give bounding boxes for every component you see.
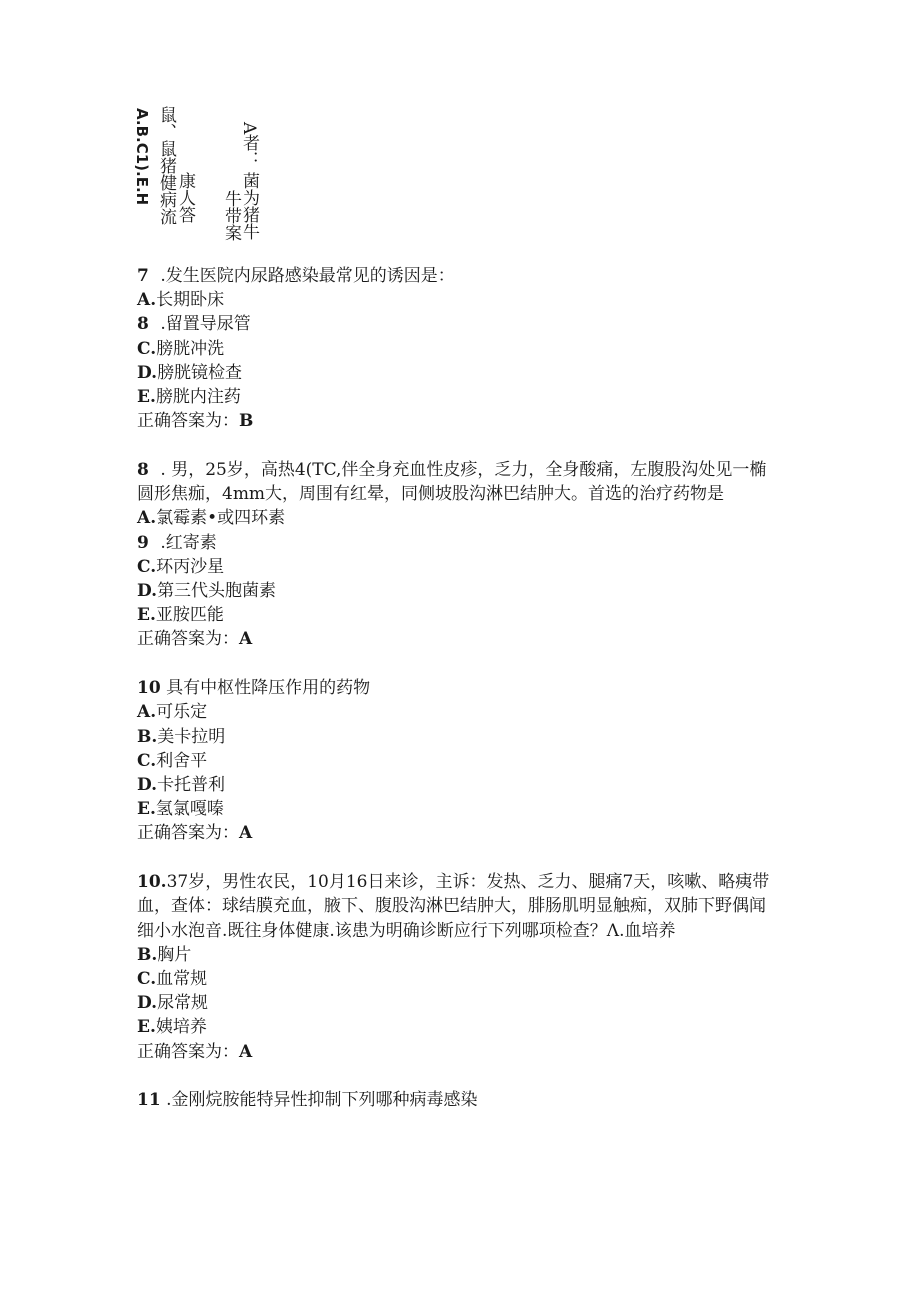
option-text: 长期卧床	[156, 290, 225, 311]
answer-value: A	[239, 1041, 253, 1062]
question-text: .金刚烷胺能特异性抑制下列哪种病毒感染	[160, 1090, 478, 1111]
option-item	[137, 337, 787, 361]
option-item	[137, 603, 787, 627]
fragment-column-2: 鼠、鼠猪健病流	[156, 106, 176, 225]
option-text: 血常规	[156, 969, 208, 990]
answer-line	[137, 821, 787, 845]
option-label: D.	[137, 362, 158, 383]
option-item	[137, 700, 787, 724]
answer-prefix: 正确答案为：	[137, 629, 239, 650]
option-text: 尿常规	[157, 993, 209, 1014]
answer-prefix: 正确答案为：	[137, 411, 239, 432]
question-number: 10	[137, 678, 161, 699]
option-text: 卡托普利	[157, 775, 226, 796]
answer-line	[137, 409, 787, 433]
option-item	[137, 797, 787, 821]
option-label: D.	[137, 775, 158, 796]
question-number: 7	[137, 266, 149, 286]
option-label: A.	[137, 702, 157, 723]
fragment-column-6: 菌为猪牛	[239, 172, 259, 240]
question-stem	[137, 870, 777, 943]
option-label: A.	[137, 508, 157, 529]
question-number: 8	[137, 460, 149, 481]
option-text: 膀胱镜检查	[157, 362, 243, 383]
question-10-case	[137, 870, 787, 1064]
question-10	[137, 676, 787, 845]
option-text: 膀胱内注药	[155, 387, 241, 408]
question-stem	[137, 676, 787, 700]
fragment-column-1: A.B.C1).E.H	[133, 108, 151, 206]
option-label: C.	[137, 338, 157, 359]
answer-prefix: 正确答案为：	[137, 1041, 239, 1062]
option-item	[137, 967, 787, 991]
option-text: 亚胺匹能	[155, 605, 224, 626]
option-text: 胸片	[157, 944, 192, 965]
option-text: 第三代头胞菌素	[157, 581, 277, 602]
answer-value: B	[239, 411, 254, 432]
option-label: C.	[137, 969, 157, 990]
option-item	[137, 361, 787, 385]
option-item	[137, 288, 787, 312]
option-text: 环丙沙星	[156, 556, 225, 577]
question-8	[137, 458, 787, 652]
option-label: D.	[137, 581, 158, 602]
option-item	[137, 1015, 787, 1039]
option-label: E.	[137, 605, 156, 626]
option-item	[137, 725, 787, 749]
option-text: .红寄素	[155, 532, 217, 553]
option-item	[137, 506, 787, 530]
answer-line	[137, 627, 787, 651]
option-text: 美卡拉明	[157, 726, 226, 747]
question-stem	[137, 1088, 787, 1112]
option-text: 姨培养	[155, 1017, 207, 1038]
option-label: 8	[137, 314, 149, 335]
answer-value: A	[239, 629, 253, 650]
option-label: E.	[137, 387, 156, 408]
question-number: 10.	[137, 872, 167, 893]
option-item	[137, 943, 787, 967]
option-item	[137, 555, 787, 579]
question-7	[137, 264, 787, 433]
fragment-column-5: 牛带案	[221, 190, 241, 241]
question-number: 11	[137, 1090, 161, 1111]
option-label: C.	[137, 556, 157, 577]
option-text: 利舍平	[156, 750, 208, 771]
fragment-column-4: A者：	[239, 122, 259, 169]
question-text: . 男，25岁，高热4(TC,伴全身充血性皮疹，乏力，全身酸痛，左腹股沟处见一椭圆形焦痂，4mm大，周围有红晕，同侧坡股沟淋巴结肿大。首选的治疗药物是	[137, 460, 767, 505]
option-item	[137, 531, 787, 555]
option-text: 膀胱冲洗	[156, 338, 225, 359]
question-text: 37岁，男性农民，10月16日来诊，主诉：发热、乏力、腿痛7天，咳嗽、略痍带血，查体：球结膜充血，腋下、腹股沟淋巴结肿大，腓肠肌明显触痴，双肺下野偶闻细小水泡音.既往身体健康.该患为明确诊断应行下列哪项检查？Λ.血培养	[137, 872, 770, 941]
option-label: B.	[137, 944, 158, 965]
option-text: .留置导尿管	[155, 314, 251, 335]
option-label: B.	[137, 726, 158, 747]
answer-value: A	[239, 823, 253, 844]
question-stem	[137, 264, 787, 288]
option-text: 可乐定	[156, 702, 208, 723]
option-item	[137, 749, 787, 773]
option-label: E.	[137, 1017, 156, 1038]
option-item	[137, 385, 787, 409]
option-text: 氯霉素•或四环素	[156, 508, 286, 529]
option-text: 氢氯嘎嗪	[155, 799, 224, 820]
fragment-column-3: 康人答	[175, 172, 195, 223]
option-label: C.	[137, 750, 157, 771]
option-label: 9	[137, 532, 149, 553]
question-stem	[137, 458, 777, 506]
question-text: 具有中枢性降压作用的药物	[160, 678, 371, 699]
question-text: .发生医院内尿路感染最常见的诱因是：	[155, 266, 455, 286]
option-label: A.	[137, 290, 157, 311]
option-item	[137, 312, 787, 336]
option-item	[137, 991, 787, 1015]
option-item	[137, 773, 787, 797]
question-11	[137, 1088, 787, 1112]
answer-line	[137, 1040, 787, 1064]
option-item	[137, 579, 787, 603]
answer-prefix: 正确答案为：	[137, 823, 239, 844]
question-list	[137, 264, 787, 1137]
option-label: D.	[137, 993, 158, 1014]
option-label: E.	[137, 799, 156, 820]
